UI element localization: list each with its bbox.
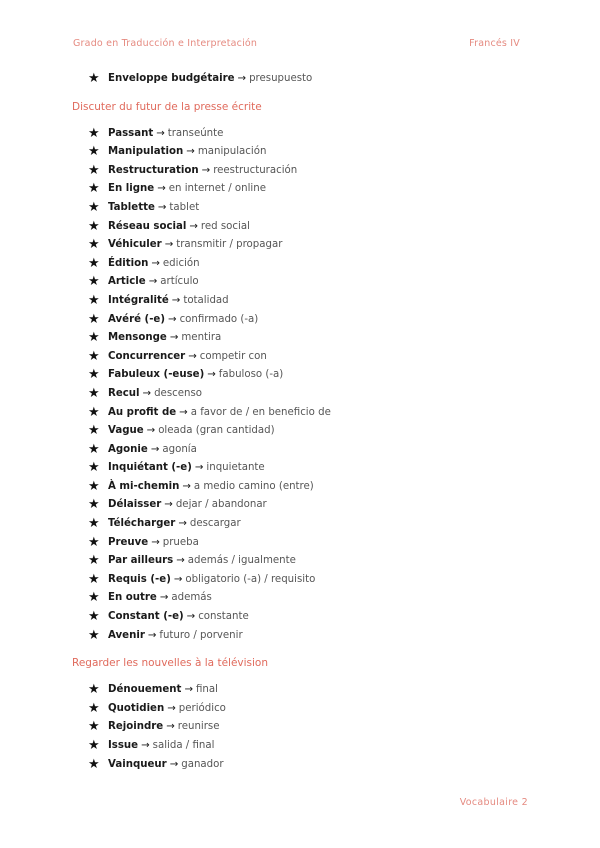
page-footer: Vocabulaire 2 (459, 797, 528, 808)
vocab-item (0, 552, 600, 571)
arrow-icon: → (184, 684, 193, 696)
vocab-item (0, 273, 600, 292)
vocab-term: Constant (-e) (108, 611, 184, 623)
star-icon: ★ (88, 218, 100, 234)
arrow-icon: → (164, 239, 174, 251)
vocab-item (0, 236, 600, 255)
star-icon: ★ (88, 144, 100, 160)
star-icon: ★ (88, 700, 100, 716)
vocab-translation: ganador (181, 758, 224, 770)
arrow-icon: → (150, 443, 160, 455)
vocab-term: Par ailleurs (108, 555, 174, 567)
vocab-translation: fabuloso (-a) (218, 369, 284, 381)
star-icon: ★ (88, 516, 100, 532)
section-title: Discuter du futur de la presse écrite (72, 100, 262, 113)
star-icon: ★ (88, 404, 100, 420)
arrow-icon: → (151, 536, 160, 548)
star-icon: ★ (88, 627, 100, 643)
star-icon: ★ (88, 441, 100, 457)
star-icon: ★ (88, 553, 100, 569)
star-icon: ★ (88, 478, 100, 494)
vocab-translation: inquietante (206, 462, 265, 474)
arrow-icon: → (237, 73, 247, 84)
vocab-item (0, 329, 600, 348)
vocab-term: Au profit de (108, 406, 177, 418)
vocab-item (0, 162, 600, 181)
vocab-item (0, 292, 600, 311)
vocab-item (0, 515, 600, 534)
arrow-icon: → (151, 257, 160, 269)
vocab-item (0, 496, 600, 515)
vocab-item (0, 366, 600, 385)
arrow-icon: → (186, 611, 196, 623)
vocab-translation: artículo (160, 276, 199, 288)
arrow-icon: → (159, 592, 169, 604)
vocab-item (0, 700, 600, 719)
star-icon: ★ (88, 255, 100, 271)
star-icon: ★ (88, 274, 100, 290)
vocab-item (0, 422, 600, 441)
vocab-item (0, 589, 600, 608)
vocab-term: En ligne (108, 183, 155, 195)
vocab-translation: además (171, 592, 212, 604)
arrow-icon: → (173, 573, 183, 585)
vocab-item (0, 255, 600, 274)
vocab-item (0, 681, 600, 700)
vocab-translation: descargar (189, 518, 241, 530)
course-title: Grado en Traducción e Interpretación (73, 38, 258, 49)
vocab-term: Requis (-e) (108, 573, 171, 585)
vocab-item (0, 627, 600, 646)
vocab-item (0, 608, 600, 627)
star-icon: ★ (88, 237, 100, 253)
vocab-item (0, 311, 600, 330)
vocab-translation: red social (200, 220, 250, 232)
star-icon: ★ (88, 682, 100, 698)
arrow-icon: → (201, 164, 211, 176)
star-icon: ★ (88, 719, 100, 735)
arrow-icon: → (164, 499, 173, 511)
vocab-term: Passant (108, 127, 154, 139)
vocab-translation: confirmado (-a) (179, 313, 259, 325)
vocab-translation: descenso (154, 387, 203, 399)
vocab-translation: tablet (169, 201, 200, 213)
star-icon: ★ (88, 756, 100, 772)
vocab-term: Issue (108, 740, 139, 751)
vocab-translation: a medio camino (entre) (193, 480, 314, 492)
star-icon: ★ (88, 423, 100, 439)
vocab-item (0, 348, 600, 367)
star-icon: ★ (88, 71, 100, 86)
star-icon: ★ (88, 590, 100, 606)
vocab-translation: agonía (162, 443, 197, 455)
arrow-icon: → (171, 294, 181, 306)
page-header (73, 38, 520, 52)
arrow-icon: → (178, 518, 187, 530)
vocab-item (0, 534, 600, 553)
vocab-translation: transmitir / propagar (176, 239, 283, 251)
star-icon: ★ (88, 199, 100, 215)
vocab-item (0, 385, 600, 404)
vocabulary-list (0, 70, 600, 774)
vocab-translation: dejar / abandonar (175, 499, 267, 511)
vocab-translation: a favor de / en beneficio de (190, 406, 331, 418)
vocab-item (0, 737, 600, 756)
vocab-term: Quotidien (108, 702, 165, 714)
vocab-translation: transeúnte (167, 127, 224, 139)
vocab-term: Tablette (108, 201, 155, 213)
vocab-item (0, 143, 600, 162)
vocab-term: Article (108, 276, 146, 288)
arrow-icon: → (168, 313, 177, 325)
star-icon: ★ (88, 738, 100, 753)
arrow-icon: → (186, 146, 195, 158)
vocab-term: Rejoindre (108, 721, 164, 733)
arrow-icon: → (207, 369, 216, 381)
arrow-icon: → (148, 276, 158, 288)
star-icon: ★ (88, 330, 100, 346)
arrow-icon: → (146, 425, 156, 437)
vocab-translation: obligatorio (-a) / requisito (185, 573, 316, 585)
vocab-item (0, 756, 600, 775)
vocab-term: En outre (108, 592, 157, 604)
vocab-term: Vague (108, 425, 144, 437)
star-icon: ★ (88, 311, 100, 327)
arrow-icon: → (157, 201, 167, 213)
vocab-term: Agonie (108, 443, 148, 455)
vocab-item (0, 125, 600, 144)
star-icon: ★ (88, 162, 100, 178)
vocab-translation: edición (162, 257, 200, 269)
course-level: Francés IV (469, 38, 520, 49)
arrow-icon: → (194, 462, 204, 474)
arrow-icon: → (176, 555, 185, 567)
vocab-term: Dénouement (108, 684, 182, 696)
vocab-translation: presupuesto (249, 73, 313, 84)
arrow-icon: → (169, 332, 179, 344)
arrow-icon: → (142, 387, 152, 399)
vocab-term: Mensonge (108, 332, 167, 344)
vocab-item (0, 404, 600, 423)
vocab-term: Réseau social (108, 220, 187, 232)
vocab-term: À mi-chemin (108, 480, 180, 492)
vocab-item (0, 199, 600, 218)
vocab-term: Édition (108, 257, 149, 269)
section-title: Regarder les nouvelles à la télévision (72, 657, 269, 670)
star-icon: ★ (88, 534, 100, 550)
vocab-translation: constante (198, 611, 249, 623)
vocab-term: Recul (108, 387, 140, 399)
vocab-term: Restructuration (108, 164, 199, 176)
vocab-item (0, 218, 600, 237)
vocab-translation: reunirse (177, 721, 220, 733)
star-icon: ★ (88, 367, 100, 383)
vocab-item (0, 459, 600, 478)
vocab-term: Avéré (-e) (108, 313, 166, 325)
arrow-icon: → (147, 629, 157, 641)
vocab-translation: final (195, 684, 218, 696)
vocab-term: Délaisser (108, 499, 162, 511)
arrow-icon: → (166, 721, 175, 733)
vocab-term: Fabuleux (-euse) (108, 369, 205, 381)
vocab-item (0, 70, 600, 89)
arrow-icon: → (188, 350, 197, 362)
vocab-term: Inquiétant (-e) (108, 462, 192, 474)
vocab-translation: futuro / porvenir (159, 629, 243, 641)
vocab-term: Vainqueur (108, 758, 167, 770)
star-icon: ★ (88, 292, 100, 308)
vocab-term: Concurrencer (108, 350, 186, 362)
vocab-translation: en internet / online (168, 183, 266, 195)
arrow-icon: → (157, 183, 166, 195)
star-icon: ★ (88, 181, 100, 197)
vocab-term: Preuve (108, 536, 149, 548)
arrow-icon: → (189, 220, 198, 232)
vocab-translation: manipulación (197, 146, 267, 158)
vocab-translation: competir con (199, 350, 267, 362)
vocab-item (0, 718, 600, 737)
vocab-translation: totalidad (183, 294, 229, 306)
vocab-term: Véhiculer (108, 239, 162, 251)
vocab-translation: además / igualmente (187, 555, 296, 567)
vocab-translation: periódico (178, 702, 226, 714)
vocab-translation: salida / final (152, 740, 215, 751)
arrow-icon: → (169, 758, 179, 770)
vocab-translation: reestructuración (213, 164, 298, 176)
arrow-icon: → (179, 406, 188, 418)
vocab-translation: oleada (gran cantidad) (158, 425, 275, 437)
vocab-item (0, 478, 600, 497)
vocab-term: Avenir (108, 629, 145, 641)
star-icon: ★ (88, 460, 100, 476)
star-icon: ★ (88, 125, 100, 141)
arrow-icon: → (182, 480, 191, 492)
vocab-term: Télécharger (108, 518, 176, 530)
star-icon: ★ (88, 571, 100, 587)
star-icon: ★ (88, 609, 100, 625)
vocab-item (0, 180, 600, 199)
arrow-icon: → (141, 740, 150, 751)
vocab-item (0, 571, 600, 590)
arrow-icon: → (167, 702, 176, 714)
vocab-term: Enveloppe budgétaire (108, 73, 235, 84)
vocab-term: Intégralité (108, 294, 169, 306)
vocab-translation: mentira (181, 332, 222, 344)
vocab-item (0, 441, 600, 460)
vocab-term: Manipulation (108, 146, 184, 158)
star-icon: ★ (88, 348, 100, 364)
star-icon: ★ (88, 497, 100, 513)
arrow-icon: → (156, 127, 165, 139)
star-icon: ★ (88, 385, 100, 401)
vocab-translation: prueba (162, 536, 199, 548)
